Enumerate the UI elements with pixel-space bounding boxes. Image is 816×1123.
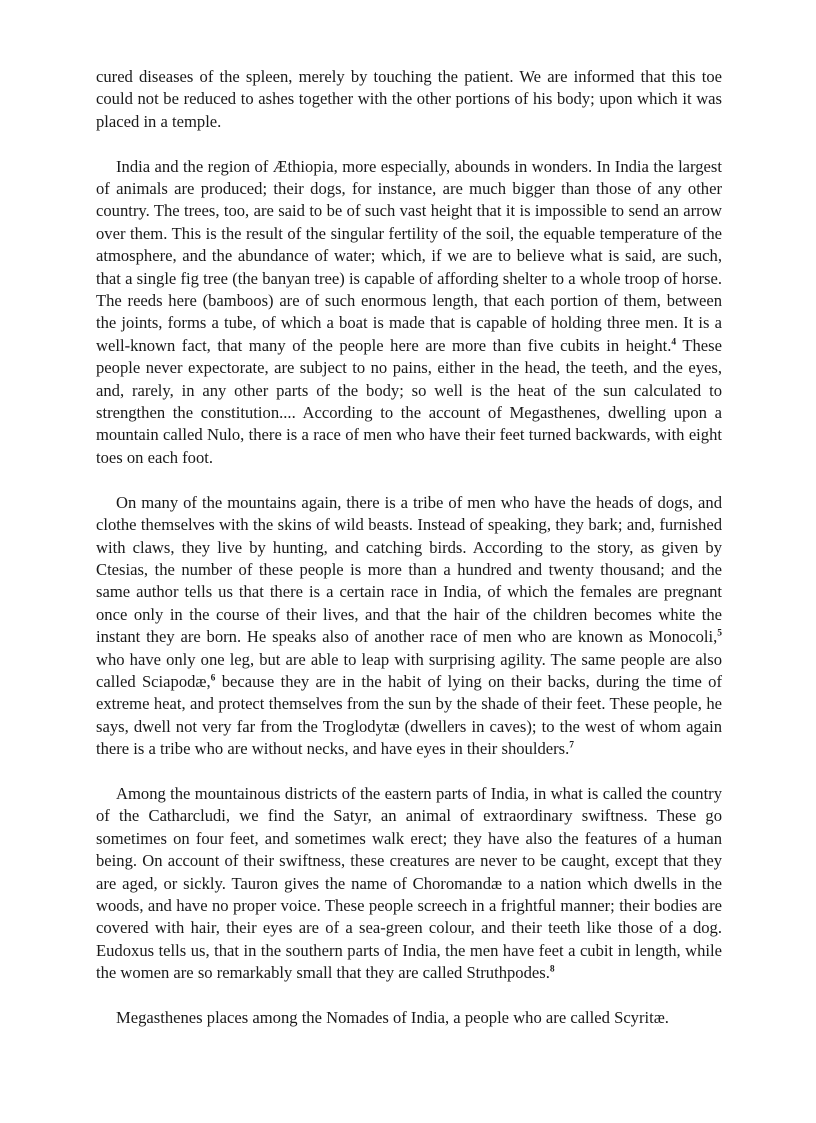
paragraph-text: who have only one leg, but are able to leap with surprising agility. The same people are also called Sciapodæ, [96, 649, 722, 691]
paragraph-2 [96, 156, 722, 470]
paragraph-1 [96, 66, 722, 133]
paragraph-text: Megasthenes places among the Nomades of India, a people who are called Scyritæ. [116, 1008, 669, 1027]
paragraph-4 [96, 783, 722, 985]
paragraph-text: Among the mountainous districts of the eastern parts of India, in what is called the country of the Catharcludi, we find the Satyr, an animal of extraordinary swiftness. These go sometimes on four feet, and sometimes walk erect; they have also the features of a human being. On account of their swiftness, these creatures are never to be caught, except that they are aged, or sickly. Tauron gives the name of Choromandæ to a nation which dwells in the woods, and have no proper voice. These people screech in a frightful manner; their bodies are covered with hair, their eyes are of a sea-green colour, and their teeth like those of a dog. Eudoxus tells us, that in the southern parts of India, the men have feet a cubit in length, while the women are so remarkably small that they are called Struthpodes. [96, 783, 722, 983]
footnote-marker: 4 [671, 337, 677, 348]
footnote-marker: 7 [569, 740, 574, 751]
footnote-marker: 6 [210, 673, 216, 684]
paragraph-text: On many of the mountains again, there is a tribe of men who have the heads of dogs, and clothe themselves with the skins of wild beasts. Instead of speaking, they bark; and, furnished with claws, they live by hunting, and catching birds. According to the story, as given by Ctesias, the number of these people is more than a hundred and twenty thousand; and the same author tells us that there is a certain race in India, of which the females are pregnant once only in the course of their lives, and that the hair of the children becomes white the instant they are born. He speaks also of another race of men who are known as Monocoli, [96, 492, 722, 647]
paragraph-text: because they are in the habit of lying on their backs, during the time of extreme heat, and protect themselves from the sun by the shade of their feet. These people, he says, dwell not very far from the Troglodytæ (dwellers in caves); to the west of whom again there is a tribe who are without necks, and have eyes in their shoulders. [96, 671, 723, 759]
footnote-marker: 8 [549, 964, 555, 975]
paragraph-5 [96, 1007, 722, 1029]
paragraph-text: cured diseases of the spleen, merely by touching the patient. We are informed that this toe could not be reduced to ashes together with the other portions of his body; upon which it was placed in a temple. [96, 67, 722, 131]
paragraph-3 [96, 492, 722, 761]
paragraph-text: India and the region of Æthiopia, more especially, abounds in wonders. In India the largest of animals are produced; their dogs, for instance, are much bigger than those of any other country. The trees, too, are said to be of such vast height that it is impossible to send an arrow over them. This is the result of the singular fertility of the soil, the equable temperature of the atmosphere, and the abundance of water; which, if we are to believe what is said, are such, that a single fig tree (the banyan tree) is capable of affording shelter to a whole troop of horse. The reeds here (bamboos) are of such enormous length, that each portion of them, between the joints, forms a tube, of which a boat is made that is capable of holding three men. It is a well-known fact, that many of the people here are more than five cubits in height. [96, 156, 722, 355]
paragraph-text: These people never expectorate, are subject to no pains, either in the head, the teeth, and the eyes, and, rarely, in any other parts of the body; so well is the heat of the sun calculated to strengthen the constitution.... According to the account of Megasthenes, dwelling upon a mountain called Nulo, there is a race of men who have their feet turned backwards, with eight toes on each foot. [96, 335, 722, 467]
footnote-marker: 5 [717, 628, 722, 639]
document-page [96, 66, 722, 1029]
